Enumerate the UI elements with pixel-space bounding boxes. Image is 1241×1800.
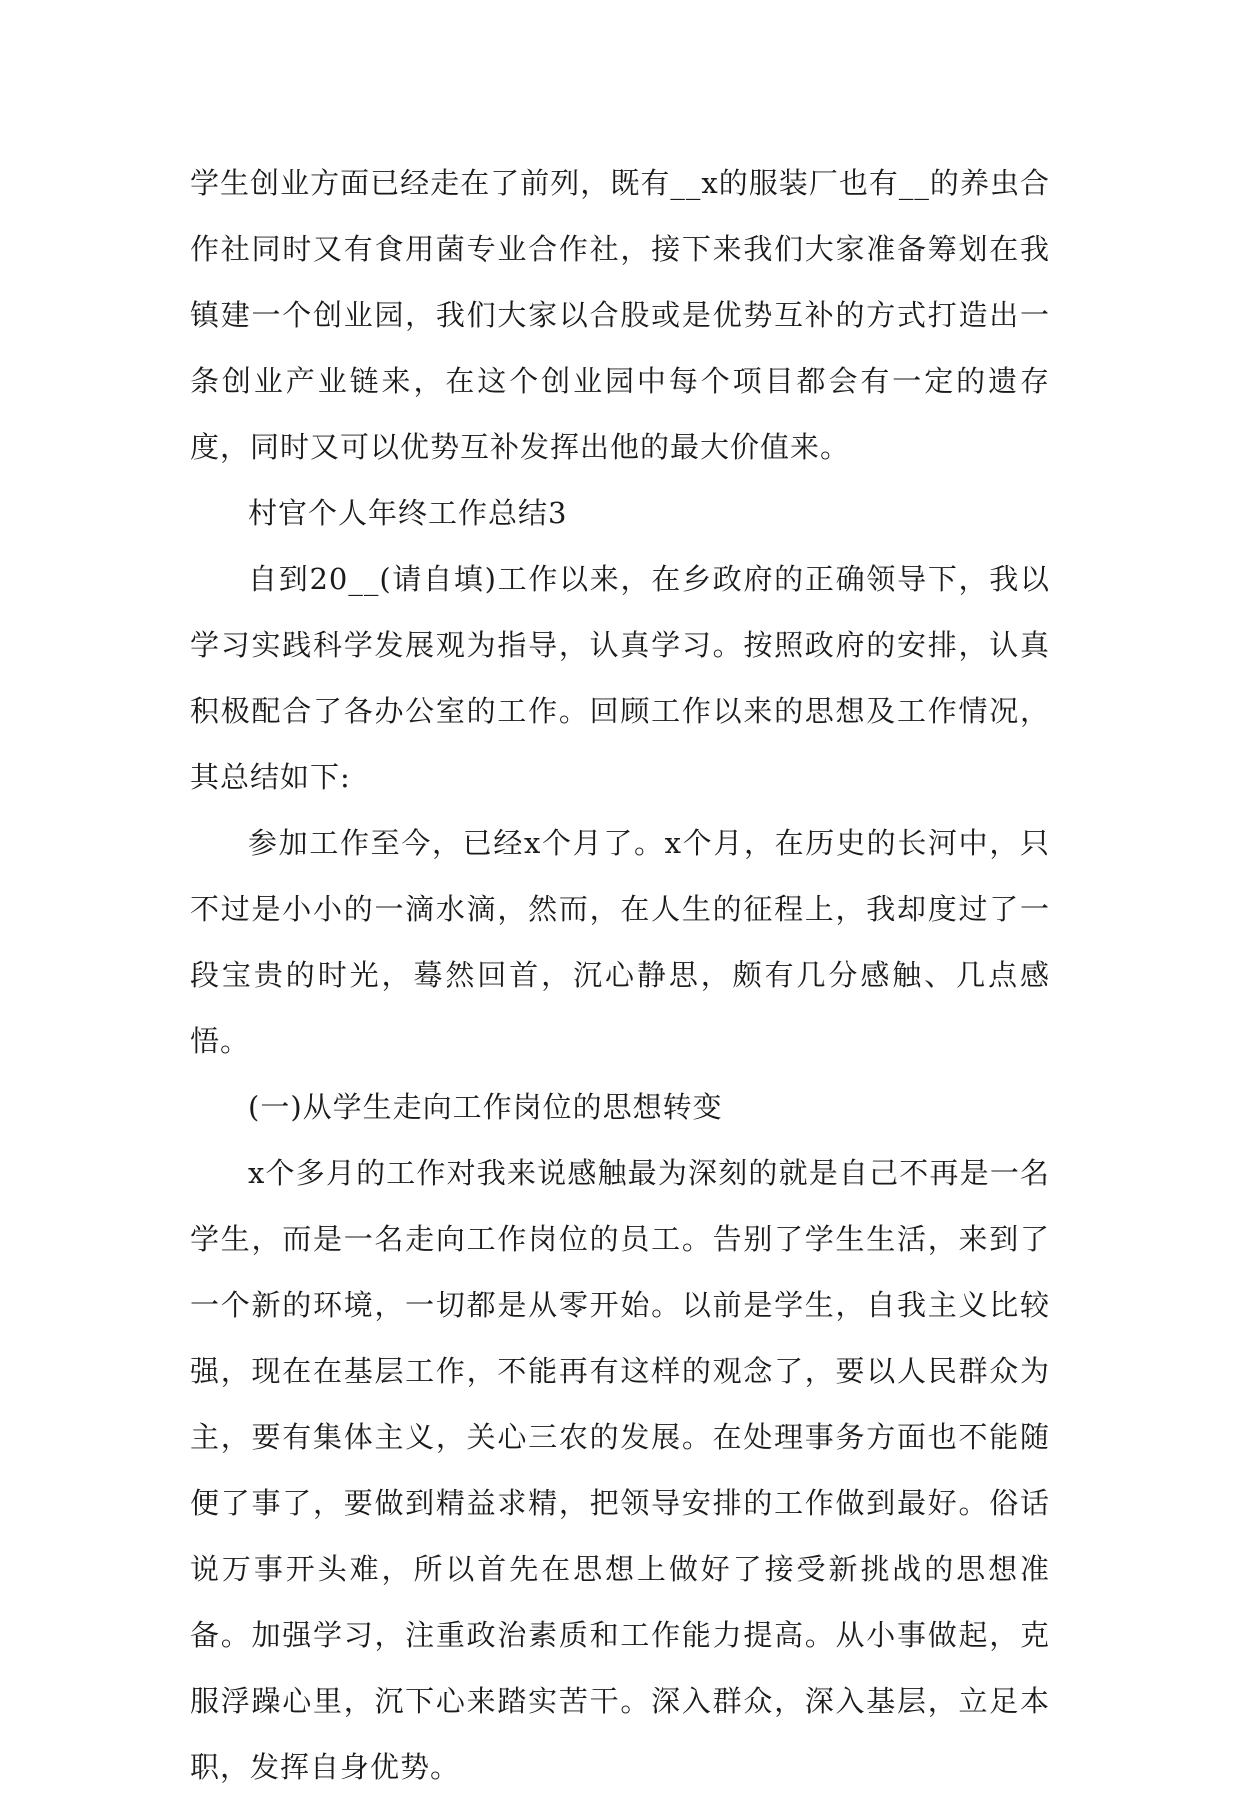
paragraph-summary-opening: 自到20__(请自填)工作以来，在乡政府的正确领导下，我以学习实践科学发展观为指导，认真学习。按照政府的安排，认真积极配合了各办公室的工作。回顾工作以来的思想及工作情况，其总结如下: <box>190 562 1050 794</box>
paragraph-reflection: 参加工作至今，已经x个月了。x个月，在历史的长河中，只不过是小小的一滴水滴，然而，在人生的征程上，我却度过了一段宝贵的时光，蓦然回首，沉心静思，颇有几分感触、几点感悟。 <box>190 826 1050 1058</box>
paragraph-mindset-change: x个多月的工作对我来说感触最为深刻的就是自己不再是一名学生，而是一名走向工作岗位的员工。告别了学生生活，来到了一个新的环境，一切都是从零开始。以前是学生，自我主义比较强，现在在基层工作，不能再有这样的观念了，要以人民群众为主，要有集体主义，关心三农的发展。在处理事务方面也不能随便了事了，要做到精益求精，把领导安排的工作做到最好。俗话说万事开头难，所以首先在思想上做好了接受新挑战的思想准备。加强学习，注重政治素质和工作能力提高。从小事做起，克服浮躁心里，沉下心来踏实苦干。深入群众，深入基层，立足本职，发挥自身优势。 <box>190 1156 1050 1784</box>
subsection-title: (一)从学生走向工作岗位的思想转变 <box>248 1090 723 1124</box>
document-body <box>190 150 1050 1800</box>
paragraph-intro-continuation: 学生创业方面已经走在了前列，既有__x的服装厂也有__的养虫合作社同时又有食用菌专业合作社，接下来我们大家准备筹划在我镇建一个创业园，我们大家以合股或是优势互补的方式打造出一条创业产业链来，在这个创业园中每个项目都会有一定的遗存度，同时又可以优势互补发挥出他的最大价值来。 <box>190 166 1050 464</box>
section-title: 村官个人年终工作总结3 <box>248 496 568 530</box>
